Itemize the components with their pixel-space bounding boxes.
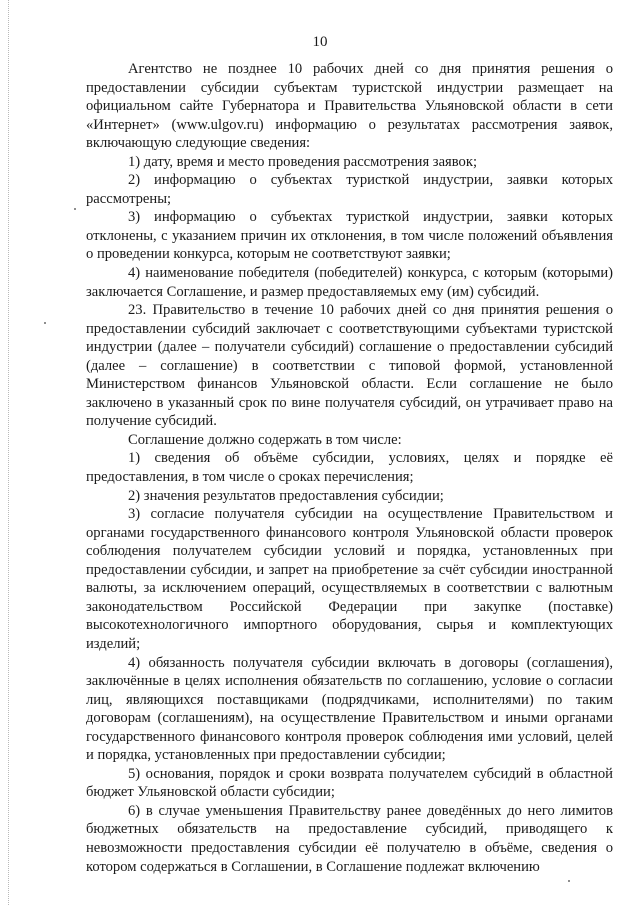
page-number: 10 (312, 34, 328, 50)
list-item-winners: 4) наименование победителя (победителей) конкурса, с которым (которыми) заключается Соглашение, и размер предоставляемых ему (им) субсидий. (86, 265, 613, 300)
list-item-budget-reduction: 6) в случае уменьшения Правительству ранее доведённых до него лимитов бюджетных обязательств на предоставление субсидий, приводящего к невозможности предоставления субсидии её получателю в объёме, сведения о котором содержаться в Соглашении, в Соглашение подлежат включению (86, 802, 613, 875)
list-item-review-date: 1) дату, время и место проведения рассмотрения заявок; (128, 153, 477, 170)
list-item-rejected-applicants: 3) информацию о субъектах туристкой индустрии, заявки которых отклонены, с указанием причин их отклонения, в том числе положений объявления о проведении конкурса, которым не соответствуют заявки; (86, 209, 613, 263)
list-item-inspection-consent: 3) согласие получателя субсидии на осуществление Правительством и органами государственного финансового контроля Ульяновской области проверок соблюдения получателем субсидии условий и порядка, установленных при предоставлении субсидии, и запрет на приобретение за счёт субсидии иностранной валюты, за исключением операций, осуществляемых в соответствии с валютным законодательством Российской Федерации при закупке (поставке) высокотехнологичного импортного оборудования, сырья и комплектующих изделий; (86, 506, 613, 652)
list-item-subsidy-volume: 1) сведения об объёме субсидии, условиях, целях и порядке её предоставления, в том числе о сроках перечисления; (86, 450, 613, 486)
page-edge-rule (8, 0, 9, 905)
paragraph-agreement-contents: Соглашение должно содержать в том числе: (128, 431, 402, 448)
scan-speck (74, 208, 76, 210)
paragraph-agency-publication: Агентство не позднее 10 рабочих дней со дня принятия решения о предоставлении субсидии субъектам туристской индустрии размещает на официальном сайте Губернатора и Правительства Ульяновской области в сети «Интернет» (www.ulgov.ru) информацию о результатах рассмотрения заявок, включающую следующие сведения: (86, 61, 613, 152)
scan-speck (568, 880, 570, 882)
scan-speck (44, 322, 46, 324)
paragraph-clause-23: 23. Правительство в течение 10 рабочих дней со дня принятия решения о предоставлении субсидий заключает с соответствующими субъектами туристской индустрии (далее – получатели субсидий) соглашение о предоставлении субсидий (далее – соглашение) в соответствии с типовой формой, установленной Министерством финансов Ульяновской области. Если соглашение не было заключено в указанный срок по вине получателя субсидий, он утрачивает право на получение субсидий. (86, 302, 613, 430)
list-item-result-values: 2) значения результатов предоставления субсидии; (128, 487, 444, 504)
list-item-refund-grounds: 5) основания, порядок и сроки возврата получателем субсидий в областной бюджет Ульяновской области субсидии; (86, 765, 613, 801)
list-item-contract-obligation: 4) обязанность получателя субсидии включать в договоры (соглашения), заключённые в целях исполнения обязательств по соглашению, условие о согласии лиц, являющихся поставщиками (подрядчиками, исполнителями) по таким договорам (соглашениям), на осуществление Правительством и иными органами государственного финансового контроля проверок соблюдения ими условий, целей и порядка, установленных при предоставлении субсидии; (86, 654, 613, 764)
document-body (86, 60, 613, 876)
list-item-reviewed-applicants: 2) информацию о субъектах туристкой индустрии, заявки которых рассмотрены; (86, 172, 613, 207)
